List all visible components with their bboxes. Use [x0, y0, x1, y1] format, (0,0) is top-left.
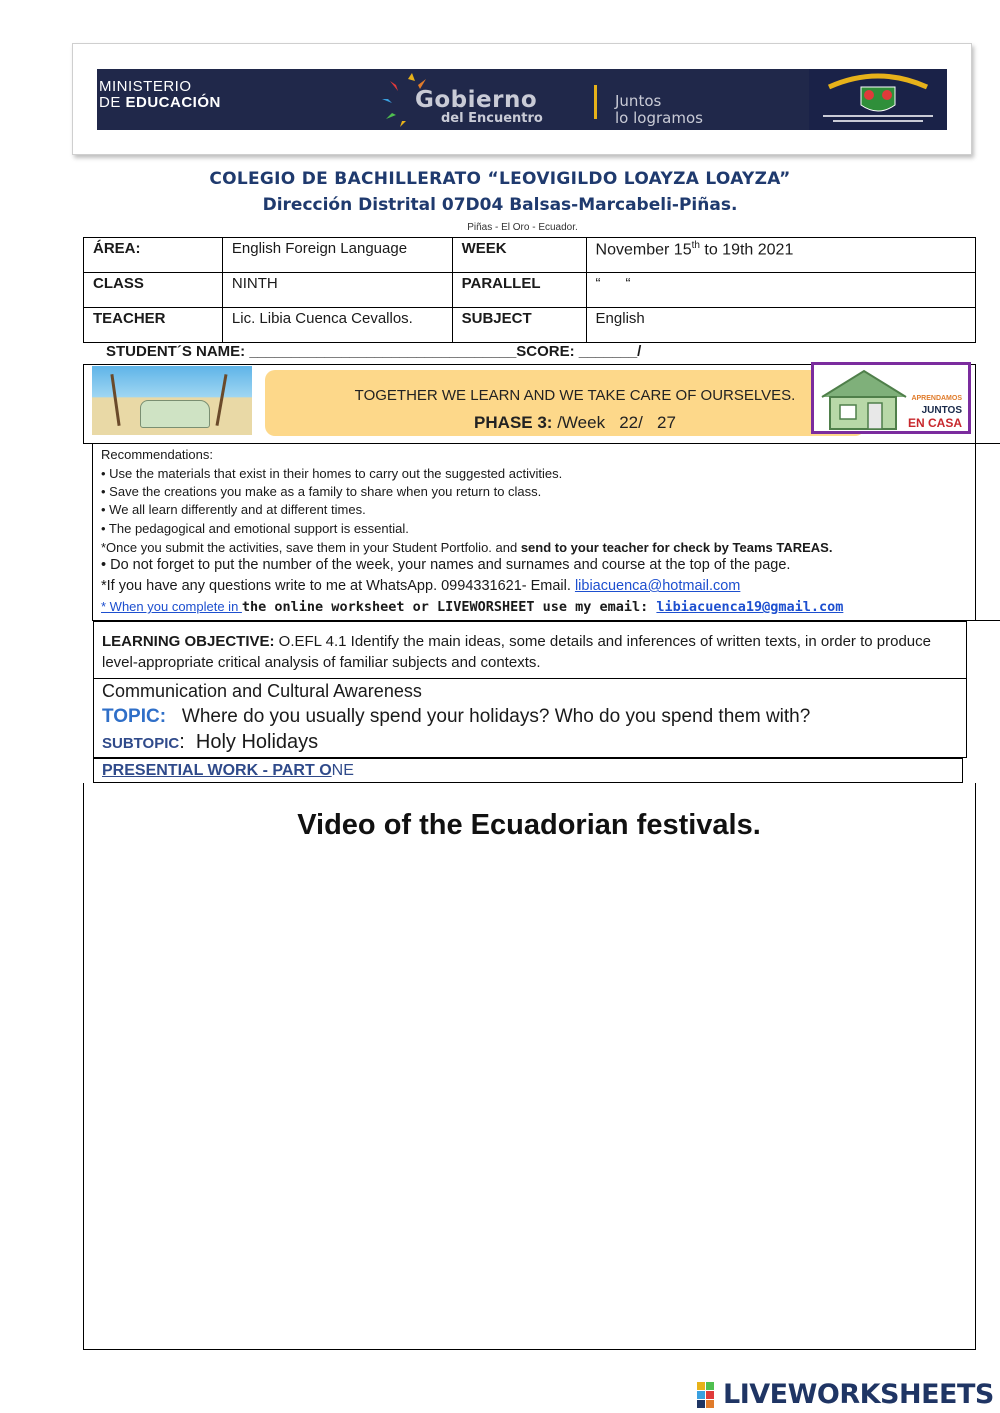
parallel-label-cell: PARALLEL — [452, 273, 586, 308]
recommendations-title: Recommendations: — [101, 447, 213, 462]
list-item: • The pedagogical and emotional support is essential. — [101, 521, 409, 536]
school-name: COLEGIO DE BACHILLERATO “LEOVIGILDO LOAYZA LOAYZA” — [209, 169, 791, 189]
location-text: Piñas - El Oro - Ecuador. — [467, 222, 578, 233]
list-item: • Save the creations you make as a family to share when you return to class. — [101, 484, 542, 499]
portfolio-note: *Once you submit the activities, save them in your Student Portfolio. and send to your teacher for check by Teams TAREAS. — [101, 540, 833, 555]
area-value: English Foreign Language — [222, 238, 452, 273]
subtopic-line: SUBTOPIC: Holy Holidays — [102, 731, 319, 753]
ministerio-logo: MINISTERIO DE EDUCACIÓN — [99, 78, 221, 111]
video-title: Video of the Ecuadorian festivals. — [297, 809, 761, 841]
teacher-value: Lic. Libia Cuenca Cevallos. — [222, 308, 452, 343]
complete-note: * When you complete in the online worksheet or LIVEWORSHEET use my email: libiacuenca19@gmail.com — [101, 599, 844, 615]
presential-work-box — [93, 758, 963, 783]
parallel-value: “ “ — [586, 273, 975, 308]
class-label-cell: CLASS — [84, 273, 223, 308]
liveworksheets-brand: LIVEWORKSHEETS — [723, 1379, 994, 1410]
topic-line: TOPIC: Where do you usually spend your holidays? Who do you spend them with? — [102, 706, 811, 727]
palm-tree — [110, 374, 120, 426]
juntos-text: Juntos lo logramos — [615, 92, 703, 127]
gobierno-text: Gobierno — [415, 87, 538, 113]
banner-divider — [594, 85, 597, 119]
palm-tree — [216, 374, 228, 426]
presential-work-label: PRESENTIAL WORK - PART ONE — [102, 762, 354, 779]
info-table — [83, 237, 976, 343]
area-label-cell: ÁREA: — [84, 238, 223, 273]
learning-objective: LEARNING OBJECTIVE: O.EFL 4.1 Identify the main ideas, some details and inferences of written texts, in order to produce level-appropriate critical analysis of familiar subjects and contexts. — [102, 633, 931, 671]
reminder-note: • Do not forget to put the number of the week, your names and surnames and course at the top of the page. — [101, 557, 791, 573]
phase-slogan: TOGETHER WE LEARN AND WE TAKE CARE OF OURSELVES. — [354, 387, 796, 404]
header-banner — [97, 69, 947, 130]
phase-week: PHASE 3: /Week 22/ 27 — [474, 413, 676, 432]
gmail-email-link[interactable]: libiacuenca19@gmail.com — [656, 599, 844, 615]
topic-box — [93, 679, 967, 758]
questions-note: *If you have any questions write to me at WhatsApp. 0994331621- Email. libiacuenca@hotmail.com — [101, 578, 741, 594]
encuentro-text: del Encuentro — [441, 111, 543, 126]
phase-box — [83, 364, 976, 444]
class-value: NINTH — [222, 273, 452, 308]
phase-banner — [265, 370, 865, 436]
table-row — [84, 308, 976, 343]
house-icon — [816, 367, 916, 433]
list-item: • We all learn differently and at different times. — [101, 502, 366, 517]
activity-area — [83, 783, 976, 1350]
van-shape — [140, 400, 210, 428]
liveworksheets-icon — [697, 1382, 723, 1408]
hotmail-email-link[interactable]: libiacuenca@hotmail.com — [574, 578, 741, 594]
subject-value: English — [586, 308, 975, 343]
subject-label-cell: SUBJECT — [452, 308, 586, 343]
table-row — [84, 273, 976, 308]
district-name: Dirección Distrital 07D04 Balsas-Marcabeli-Piñas. — [262, 195, 738, 215]
strand-text: Communication and Cultural Awareness — [102, 681, 422, 701]
school-crest-icon — [809, 69, 947, 130]
beach-van-image — [92, 366, 252, 435]
week-value: November 15th to 19th 2021 — [586, 238, 975, 273]
learning-objective-box — [93, 621, 967, 679]
aprendamos-juntos-logo — [811, 362, 971, 434]
teacher-label-cell: TEACHER — [84, 308, 223, 343]
week-label-cell: WEEK — [452, 238, 586, 273]
student-name-score-line: STUDENT´S NAME: ________________________________SCORE: _______/ — [106, 343, 642, 360]
aprendamos-text: APRENDAMOS JUNTOS EN CASA — [907, 395, 962, 430]
table-row — [84, 238, 976, 273]
list-item: • Use the materials that exist in their homes to carry out the suggested activities. — [101, 466, 563, 481]
